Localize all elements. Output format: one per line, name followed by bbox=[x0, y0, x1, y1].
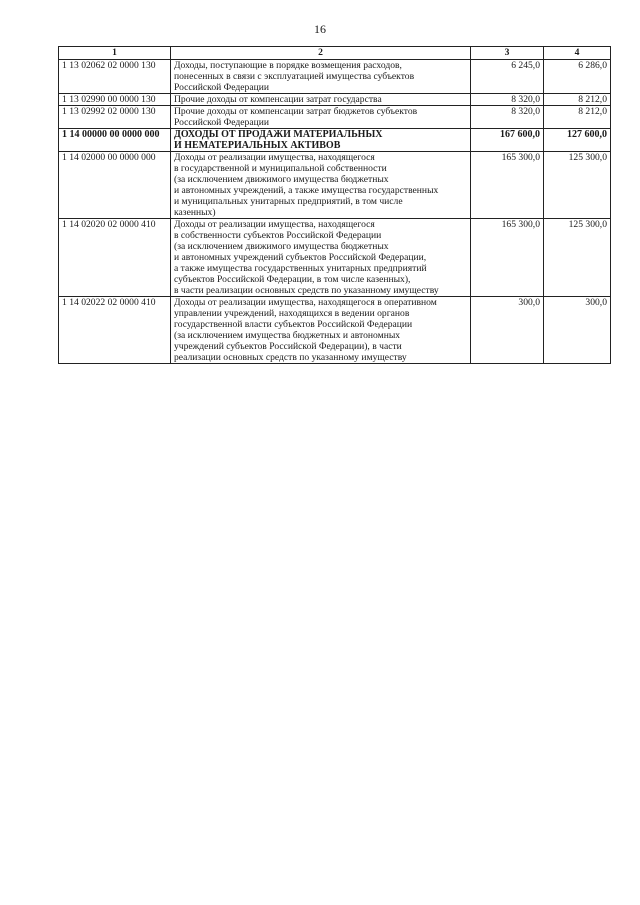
revenue-name-cell: Прочие доходы от компенсации затрат бюджетов субъектов Российской Федерации bbox=[171, 106, 471, 129]
budget-code-cell: 1 13 02062 02 0000 130 bbox=[59, 60, 171, 94]
amount-column-3-cell: 165 300,0 bbox=[471, 152, 544, 219]
amount-column-4-cell: 125 300,0 bbox=[544, 152, 611, 219]
amount-column-3-cell: 8 320,0 bbox=[471, 94, 544, 106]
revenue-name-cell: Прочие доходы от компенсации затрат государства bbox=[171, 94, 471, 106]
column-header-4: 4 bbox=[544, 47, 611, 60]
amount-column-4-cell: 6 286,0 bbox=[544, 60, 611, 94]
table-row bbox=[59, 129, 611, 152]
revenue-table bbox=[58, 46, 611, 364]
amount-column-3-cell: 8 320,0 bbox=[471, 106, 544, 129]
revenue-name-cell: Доходы от реализации имущества, находящегося в оперативном управлении учреждений, находящихся в ведении органов государственной власти субъектов Российской Федерации (за исключением имущества бюджетных и автономных учреждений субъектов Российской Федерации), в части реализации основных средств по указанному имуществу bbox=[171, 297, 471, 364]
column-header-1: 1 bbox=[59, 47, 171, 60]
budget-code-cell: 1 14 02022 02 0000 410 bbox=[59, 297, 171, 364]
table-body bbox=[59, 60, 611, 364]
revenue-name-cell: Доходы от реализации имущества, находящегося в государственной и муниципальной собственности (за исключением движимого имущества бюджетных и автономных учреждений, а также имущества государственных и муниципальных унитарных предприятий, в том числе казенных) bbox=[171, 152, 471, 219]
table-row bbox=[59, 60, 611, 94]
amount-column-4-cell: 8 212,0 bbox=[544, 94, 611, 106]
amount-column-4-cell: 127 600,0 bbox=[544, 129, 611, 152]
budget-code-cell: 1 14 00000 00 0000 000 bbox=[59, 129, 171, 152]
column-header-2: 2 bbox=[171, 47, 471, 60]
revenue-name-cell: Доходы от реализации имущества, находящегося в собственности субъектов Российской Федерации (за исключением движимого имущества бюджетных и автономных учреждений субъектов Российской Федерации, а также имущества государственных унитарных предприятий субъектов Российской Федерации, в том числе казенных), в части реализации основных средств по указанному имуществу bbox=[171, 219, 471, 297]
amount-column-3-cell: 6 245,0 bbox=[471, 60, 544, 94]
column-header-3: 3 bbox=[471, 47, 544, 60]
amount-column-3-cell: 300,0 bbox=[471, 297, 544, 364]
table-row bbox=[59, 106, 611, 129]
table-header-row bbox=[59, 47, 611, 60]
table-row bbox=[59, 152, 611, 219]
amount-column-4-cell: 300,0 bbox=[544, 297, 611, 364]
amount-column-4-cell: 8 212,0 bbox=[544, 106, 611, 129]
table-row bbox=[59, 94, 611, 106]
table-row bbox=[59, 297, 611, 364]
amount-column-3-cell: 165 300,0 bbox=[471, 219, 544, 297]
page-number: 16 bbox=[314, 22, 326, 36]
amount-column-3-cell: 167 600,0 bbox=[471, 129, 544, 152]
revenue-name-cell: ДОХОДЫ ОТ ПРОДАЖИ МАТЕРИАЛЬНЫХ И НЕМАТЕРИАЛЬНЫХ АКТИВОВ bbox=[171, 129, 471, 152]
budget-code-cell: 1 13 02992 02 0000 130 bbox=[59, 106, 171, 129]
amount-column-4-cell: 125 300,0 bbox=[544, 219, 611, 297]
budget-code-cell: 1 13 02990 00 0000 130 bbox=[59, 94, 171, 106]
budget-code-cell: 1 14 02020 02 0000 410 bbox=[59, 219, 171, 297]
table-row bbox=[59, 219, 611, 297]
budget-code-cell: 1 14 02000 00 0000 000 bbox=[59, 152, 171, 219]
revenue-name-cell: Доходы, поступающие в порядке возмещения расходов, понесенных в связи с эксплуатацией имущества субъектов Российской Федерации bbox=[171, 60, 471, 94]
